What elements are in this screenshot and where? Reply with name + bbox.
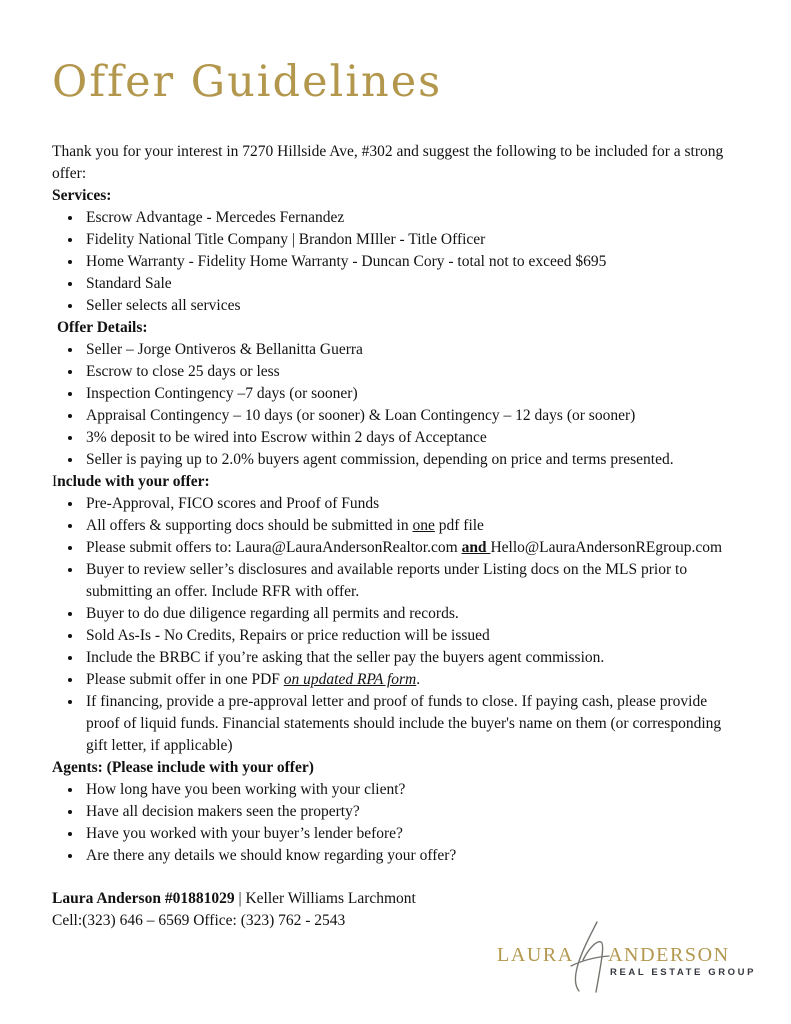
bullet-list	[52, 339, 738, 471]
bullet-item	[83, 361, 738, 383]
logo-word-anderson: ANDERSON	[608, 944, 730, 966]
bullet-item	[83, 207, 738, 229]
bullet-item	[83, 691, 738, 757]
text-segment: Appraisal Contingency – 10 days (or sooner) & Loan Contingency – 12 days (or sooner)	[86, 407, 636, 425]
logo-tagline: REAL ESTATE GROUP	[610, 967, 757, 978]
sections	[52, 185, 738, 867]
text-segment: | Keller Williams Larchmont	[234, 890, 416, 908]
text-segment: Inspection Contingency –7 days (or sooner)	[86, 385, 358, 403]
bullet-item	[83, 229, 738, 251]
text-segment: Please submit offers to: Laura@LauraAndersonRealtor.com	[86, 539, 462, 557]
text-segment: and	[461, 539, 491, 557]
text-segment: All offers & supporting docs should be submitted in	[86, 517, 413, 535]
text-segment: nclude with your offer:	[57, 473, 210, 491]
text-segment: Seller is paying up to 2.0% buyers agent commission, depending on price and terms presented.	[86, 451, 674, 469]
section-heading	[52, 185, 738, 207]
logo-word-laura: LAURA	[497, 944, 574, 966]
text-segment: Seller selects all services	[86, 297, 241, 315]
section-heading	[52, 317, 738, 339]
text-segment: Escrow Advantage - Mercedes Fernandez	[86, 209, 345, 227]
bullet-list	[52, 779, 738, 867]
bullet-list	[52, 207, 738, 317]
text-segment: Offer Details:	[57, 319, 148, 337]
bullet-item	[83, 449, 738, 471]
text-segment: Services:	[52, 187, 112, 205]
bullet-item	[83, 383, 738, 405]
brand-logo	[497, 920, 757, 994]
bullet-item	[83, 603, 738, 625]
page-title: Offer Guidelines	[52, 57, 443, 107]
text-segment: Include the BRBC if you’re asking that the seller pay the buyers agent commission.	[86, 649, 605, 667]
section-heading	[52, 471, 738, 493]
text-segment: Seller – Jorge Ontiveros & Bellanitta Guerra	[86, 341, 363, 359]
text-segment: Escrow to close 25 days or less	[86, 363, 280, 381]
document-content	[52, 58, 738, 932]
text-segment: on updated RPA form	[283, 671, 417, 689]
bullet-item	[83, 801, 738, 823]
text-segment: Agents: (Please include with your offer)	[52, 759, 314, 777]
footer-agent-line	[52, 888, 738, 910]
text-segment: Pre-Approval, FICO scores and Proof of Funds	[86, 495, 380, 513]
text-segment: Hello@LauraAndersonREgroup.com	[490, 539, 723, 557]
text-segment: Standard Sale	[86, 275, 172, 293]
text-segment: Have all decision makers seen the property?	[86, 803, 360, 821]
text-segment: Buyer to review seller’s disclosures and available reports under Listing docs on the MLS prior to submitting an offer. Include RFR with offer.	[86, 561, 688, 601]
la-script-monogram-icon	[567, 920, 611, 994]
bullet-item	[83, 647, 738, 669]
footer-phone-line: Cell:(323) 646 – 6569 Office: (323) 762 - 2543	[52, 912, 346, 930]
bullet-item	[83, 295, 738, 317]
text-segment: Have you worked with your buyer’s lender before?	[86, 825, 403, 843]
text-segment: I	[52, 473, 58, 491]
bullet-item	[83, 427, 738, 449]
section-heading	[52, 757, 738, 779]
bullet-item	[83, 251, 738, 273]
text-segment: Laura Anderson #01881029	[52, 890, 235, 908]
text-segment: Please submit offer in one PDF	[86, 671, 284, 689]
bullet-list	[52, 493, 738, 757]
text-segment: Fidelity National Title Company | Brandon MIller - Title Officer	[86, 231, 486, 249]
bullet-item	[83, 493, 738, 515]
bullet-item	[83, 273, 738, 295]
text-segment: Buyer to do due diligence regarding all permits and records.	[86, 605, 459, 623]
text-segment: Sold As-Is - No Credits, Repairs or price reduction will be issued	[86, 627, 490, 645]
text-segment: pdf file	[434, 517, 484, 535]
bullet-item	[83, 559, 738, 603]
text-segment: 3% deposit to be wired into Escrow within 2 days of Acceptance	[86, 429, 487, 447]
bullet-item	[83, 537, 738, 559]
text-segment: .	[416, 671, 421, 689]
intro-paragraph: Thank you for your interest in 7270 Hillside Ave, #302 and suggest the following to be included for a strong offer:	[52, 143, 724, 183]
text-segment: How long have you been working with your client?	[86, 781, 406, 799]
bullet-item	[83, 669, 738, 691]
bullet-item	[83, 405, 738, 427]
text-segment: Are there any details we should know regarding your offer?	[86, 847, 457, 865]
text-segment: Home Warranty - Fidelity Home Warranty - Duncan Cory - total not to exceed $695	[86, 253, 607, 271]
bullet-item	[83, 823, 738, 845]
bullet-item	[83, 625, 738, 647]
bullet-item	[83, 845, 738, 867]
text-segment: one	[412, 517, 435, 535]
bullet-item	[83, 515, 738, 537]
bullet-item	[83, 339, 738, 361]
bullet-item	[83, 779, 738, 801]
text-segment: If financing, provide a pre-approval letter and proof of funds to close. If paying cash, please provide proof of liquid funds. Financial statements should include the buyer's name on them (or corresponding gift letter, if applicable)	[86, 693, 722, 755]
